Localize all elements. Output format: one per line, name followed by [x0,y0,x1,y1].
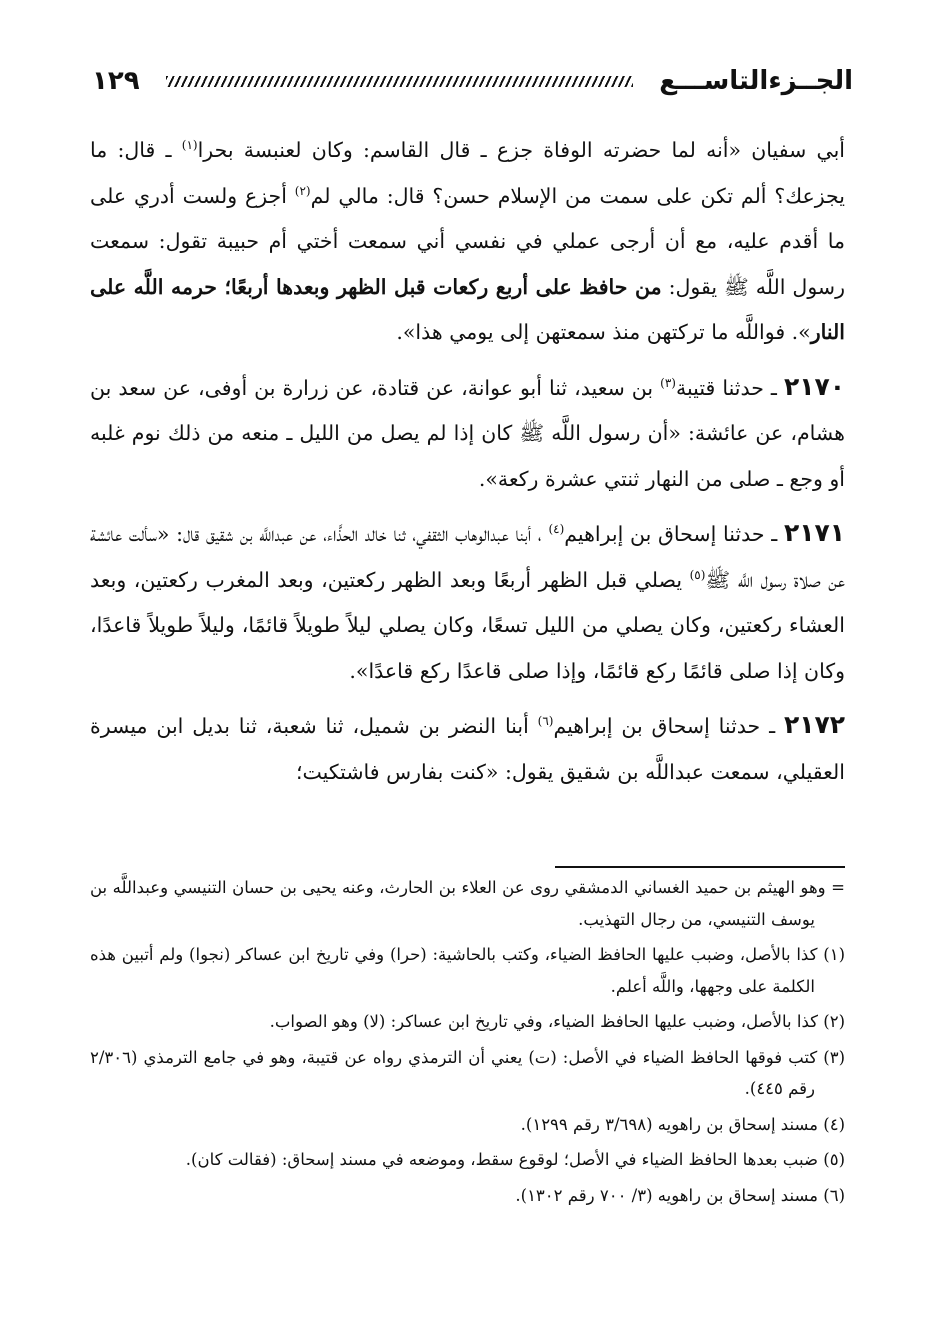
hadith-number: ٢١٧٢ [783,710,845,739]
footnotes [90,872,845,1215]
text-run: ». فواللَّه ما تركتهن منذ سمعتهن إلى يومي هذا». [396,320,811,344]
footnote: (٦) مسند إسحاق بن راهويه (٣/ ٧٠٠ رقم ١٣٠٢). [515,1185,845,1205]
footnote: (٤) مسند إسحاق بن راهويه (٣/٦٩٨ رقم ١٢٩٩). [520,1114,845,1134]
text-run: أبنا النضر بن شميل، ثنا شعبة، ثنا بديل ابن ميسرة العقيلي، سمعت عبداللَّه بن شقيق يقول: «كنت بفارس فاشتكيت؛ [90,714,845,784]
text-run: ـ حدثنا إسحاق بن إبراهيم [553,714,784,738]
text-run: ـ حدثنا إسحاق بن إبراهيم [564,522,784,546]
hadith-number: ٢١٧١ [783,518,846,547]
running-title: الجــزءالتاســـع [659,66,853,96]
footnote-marker: (٦) [537,714,554,729]
page-header [92,58,853,104]
footnote: (٣) كتب فوقها الحافظ الضياء في الأصل: (ت) يعني أن الترمذي رواه عن قتيبة، وهو في جامع الترمذي (٢/٣٠٦ رقم ٤٤٥). [90,1047,845,1098]
footnote: = وهو الهيثم بن حميد الغساني الدمشقي روى عن العلاء بن الحارث، وعنه يحيى بن حسان التنيسي وعبداللَّه بن يوسف التنيسي، من رجال التهذيب. [90,878,845,929]
footnote-marker: (١) [181,138,198,153]
text-run: ـ حدثنا قتيبة [675,375,784,400]
text-run: ـ قال: ما يجزعك؟ ألم تكن على سمت من الإسلام حسن؟ قال: مالي لم [90,138,845,208]
page-number: ١٢٩ [92,66,140,96]
main-text [90,128,845,803]
paragraph-continuation [90,128,845,356]
footnote-separator [555,866,845,868]
footnote-marker: (٣) [660,375,676,390]
hadith-quote: من حافظ على أربع ركعات قبل الظهر وبعدها أربعًا؛ حرمه اللَّه على النار [90,274,845,344]
hadith-number: ٢١٧٠ [783,371,845,401]
text-run: ، أبنا عبدالوهاب الثقفي، ثنا خالد الحذَّاء، عن عبداللَّه بن شقيق قال: «سألت عائشة عن صلاة رسول اللَّه ﷺ [90,522,845,592]
header-hatched-rule [166,76,634,87]
footnote-marker: (٥) [689,567,706,582]
text-run: يصلي قبل الظهر أربعًا وبعد الظهر ركعتين، وبعد المغرب ركعتين، وبعد العشاء ركعتين، وكان يصلي من الليل تسعًا، وكان يصلي ليلاً طويلاً قائمًا، وليلاً طويلاً قاعدًا، وكان إذا صلى قائمًا ركع قائمًا، وإذا صلى قاعدًا ركع قاعدًا». [90,567,845,683]
footnote-marker: (٤) [548,522,565,537]
hadith-2172 [90,702,845,795]
text-run: أجزع ولست أدري على ما أقدم عليه، مع أن أرجى عملي في نفسي أني سمعت أختي أم حبيبة تقول: سمعت رسول اللَّه ﷺ يقول: [90,183,845,299]
text-run: بن سعيد، ثنا أبو عوانة، عن قتادة، عن زرارة بن أوفى، عن سعد بن هشام، عن عائشة: «أن رسول اللَّه ﷺ كان إذا لم يصل من الليل ـ منعه من ذلك نوم غلبه أو وجع ـ صلى من النهار ثنتي عشرة ركعة». [90,375,845,491]
footnote: (٥) ضبب بعدها الحافظ الضياء في الأصل؛ لوقوع سقط، وموضعه في مسند إسحاق: (فقالت كان). [185,1150,845,1169]
text-run: أبي سفيان «أنه لما حضرته الوفاة جزع ـ قال القاسم: وكان لعنبسة بحرا [197,138,845,162]
footnote-marker: (٢) [294,183,311,198]
hadith-2170 [90,364,845,503]
footnote: (١) كذا بالأصل، وضبب عليها الحافظ الضياء، وكتب بالحاشية: (حرا) وفي تاريخ ابن عساكر (نجوا) ولم أتبين هذه الكلمة على وجهها، واللَّه أعلم. [90,945,845,996]
footnote: (٢) كذا بالأصل، وضبب عليها الحافظ الضياء، وفي تاريخ ابن عساكر: (لا) وهو الصواب. [269,1012,845,1031]
hadith-2171 [90,510,845,694]
